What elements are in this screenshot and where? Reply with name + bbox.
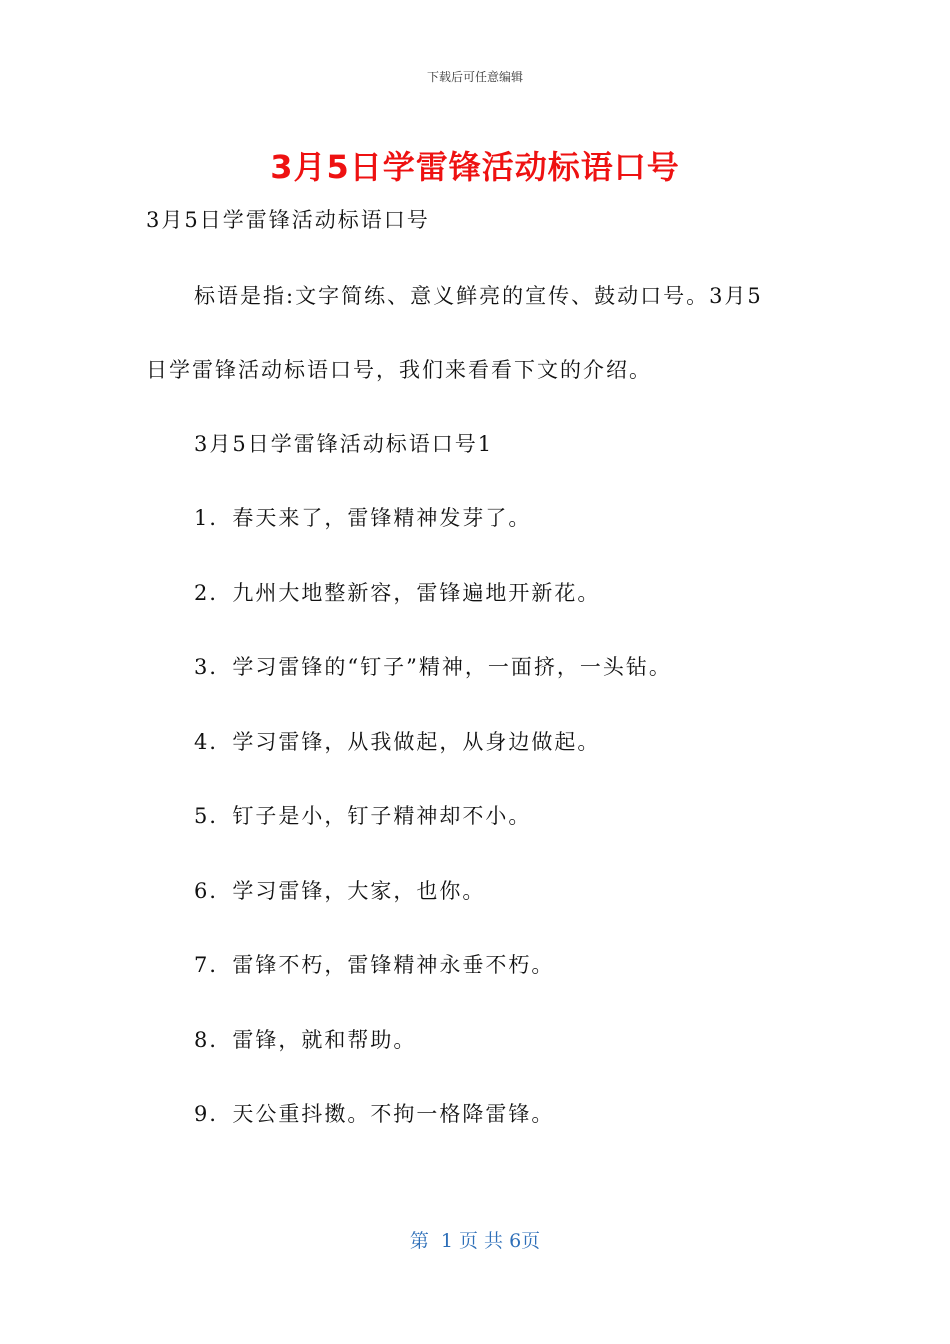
slogan-item: 5．钉子是小，钉子精神却不小。	[194, 804, 532, 828]
header-note: 下载后可任意编辑	[426, 70, 523, 84]
section-heading: 3月5日学雷锋活动标语口号1	[194, 432, 494, 456]
slogan-item: 3．学习雷锋的“钉子”精神，一面挤，一头钻。	[194, 655, 672, 679]
slogan-item: 7．雷锋不朽，雷锋精神永垂不朽。	[194, 953, 555, 977]
intro-line-1: 标语是指:文字简练、意义鲜亮的宣传、鼓动口号。3月5	[194, 284, 763, 308]
slogan-item: 2．九州大地整新容，雷锋遍地开新花。	[194, 581, 601, 605]
intro-line-2: 日学雷锋活动标语口号，我们来看看下文的介绍。	[146, 358, 652, 382]
slogan-item: 8．雷锋，就和帮助。	[194, 1028, 417, 1052]
slogan-item: 9．天公重抖擞。不拘一格降雷锋。	[194, 1102, 555, 1126]
document-title: 3月5日学雷锋活动标语口号	[270, 148, 680, 186]
document-subtitle: 3月5日学雷锋活动标语口号	[146, 208, 430, 232]
slogan-item: 6．学习雷锋，大家，也你。	[194, 879, 486, 903]
slogan-item: 4．学习雷锋，从我做起，从身边做起。	[194, 730, 601, 754]
slogan-item: 1．春天来了，雷锋精神发芽了。	[194, 506, 532, 530]
page-footer: 第 1 页 共 6页	[409, 1230, 541, 1252]
